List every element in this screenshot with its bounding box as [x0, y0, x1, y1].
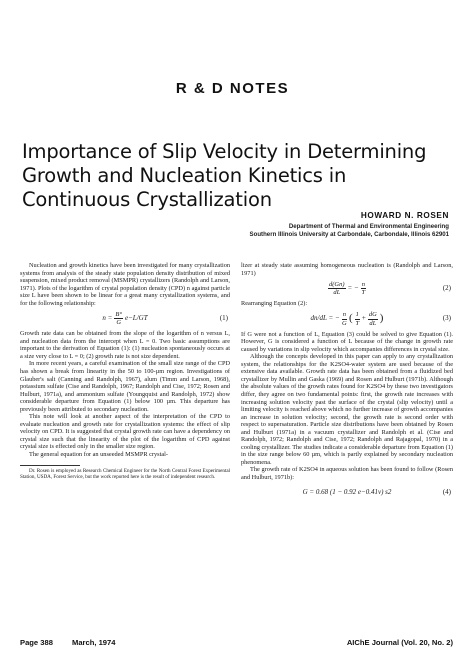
eq3-inner2-denominator: dL [369, 319, 377, 327]
equation-2 [241, 280, 453, 297]
eq3-inner-fraction-2 [368, 311, 378, 327]
eq2-denominator-2: T [361, 289, 366, 297]
journal-citation: AIChE Journal (Vol. 20, No. 2) [346, 638, 453, 647]
paragraph: If G were not a function of L, Equation (3) could be solved to give Equation (1). However, G is considered a function of L because of the change in growth rate caused by variations in slip velocity which accompanies differences in crystal size. [241, 330, 453, 353]
paragraph: Rearranging Equation (2): [241, 300, 308, 308]
issue-date: March, 1974 [72, 638, 116, 647]
paragraph: This note will look at another aspect of the interpretation of the CPD to evaluate nucleation and growth rate for crystallization systems: the effect of slip velocity on CPD. It is suggested that crystal growth rate can have a dependency on crystal size such that the linearity of the plot of the logarithm of CPD against crystal size is effected only in the smaller size region. [20, 413, 230, 451]
eq2-numerator-2: n [361, 280, 365, 288]
eq1-denominator: G [116, 319, 122, 327]
eq2-fraction-right [361, 281, 366, 297]
eq1-fraction [114, 311, 123, 327]
eq3-inner1-numerator: 1 [355, 311, 359, 319]
section-heading: R & D NOTES [175, 80, 290, 97]
equation-4 [241, 485, 453, 502]
eq3-number: (3) [442, 314, 451, 323]
title-line-1: Importance of Slip Velocity in Determining [22, 140, 427, 163]
author-affiliation [250, 223, 449, 239]
eq3-denominator: G [341, 319, 347, 327]
eq1-numerator: B° [115, 310, 122, 318]
paragraph: In more recent years, a careful examination of the small size range of the CPD has shown a break from linearity in the 50 to 100-µm region. Investigations of Glauber's salt (Canning and Randolph, 1967), alum (Timm and Larson, 1968), potassium sulfate (Cise and Randolph, 1967; Randolph and Cise, 1972; Rosen and Hulburt, 1971a), and ammonium sulfate (Youngquist and Randolph, 1972) show considerable departure from Equation (1) below 100 µm. This departure has previously been attributed to secondary nucleation. [20, 360, 230, 413]
title-line-3: Continuous Crystallization [22, 188, 272, 211]
eq3-numerator: n [342, 311, 346, 319]
article-title [22, 140, 452, 212]
equation-1 [20, 310, 230, 327]
eq3-fraction [342, 311, 347, 327]
eq1-exponential: e−L/GT [124, 314, 148, 322]
eq2-fraction-left [328, 281, 346, 297]
footnote: Dr. Rosen is employed as Research Chemical Engineer for the North Central Forest Experimental Station, USDA, Forest Service, but the work reported here is the result of independent research. [20, 467, 230, 480]
eq2-denominator: dL [333, 289, 341, 297]
eq1-number: (1) [219, 314, 228, 322]
eq2-number: (2) [442, 283, 451, 292]
paragraph: The general equation for an unseeded MSMPR crystal- [29, 451, 169, 459]
footnote-divider [20, 465, 80, 466]
affiliation-line-1: Department of Thermal and Environmental Engineering [288, 223, 449, 230]
affiliation-line-2: Southern Illinois University at Carbondale, Carbondale, Illinois 62901 [249, 231, 449, 238]
eq1-lhs: n = [102, 314, 113, 322]
equation-3: dn/dL = − $\frac{n}{G}$ ( $\frac{1}{T}$ + $\frac{dG}{dL}$ ) (3) [310, 311, 451, 327]
paragraph: The growth rate of K2SO4 in aqueous solution has been found to follow (Rosen and Hulburt, 1971b): [241, 466, 453, 482]
title-line-2: Growth and Nucleation Kinetics in [22, 164, 347, 187]
eq2-numerator: d(Gn) [329, 280, 345, 288]
page-number: Page 388 [20, 638, 53, 647]
eq4-body: G = 0.68 (1 − 0.92 e−0.41v) s2 [302, 488, 392, 497]
paragraph: Growth rate data can be obtained from the slope of the logarithm of n versus L, and nucleation data from the intercept when L = 0. Two basic assumptions are important to the derivation of Equation (1): (1) nucleation spontaneously occurs at a size very close to L = 0; (2) growth rate is not size dependent. [20, 330, 230, 360]
paragraph: lizer at steady state assuming homogeneous nucleation is (Randolph and Larson, 1971) [241, 262, 453, 277]
eq3-inner-fraction-1 [355, 311, 360, 327]
left-column [20, 262, 230, 480]
eq3-lhs: dn/dL = − [310, 314, 340, 323]
eq2-operator: = − [347, 283, 359, 292]
paragraph: Although the concepts developed in this paper can apply to any crystallization system, the relationships for the K2SO4-water system are used because of the extensive data available. Growth rate data has been obtained from a fluidized bed crystallizer by Mullin and Gaska (1969) and Rosen and Hulburt (1971b). Although the absolute values of the growth rates found for K2SO4 by these two investigators differ, they agree on two fundamental points: first, the growth rate increases with increasing solution velocity past the surface of the crystal (slip velocity) until a limiting velocity is reached above which no further increase of growth accompanies an increase in solution velocity; second, the growth rate is second order with respect to supersaturation. Particle size distributions have been obtained by Rosen and Hulburt (1971a) in a vacuum crystallizer and Randolph et al. (Cise and Randolph, 1972; Randolph and Cise, 1972; Randolph and Rajagopal, 1970) in a cooling crystallizer. The studies indicate a considerable departure from Equation (1) in the size range below 60 µm, which is partly explained by secondary nucleation phenomena. [241, 353, 453, 466]
paragraph: Nucleation and growth kinetics have been investigated for many crystallization systems from analysis of the steady state population density distribution of mixed suspension, mixed product removal (MSMPR) crystallizers (Randolph and Larson, 1971). Plots of the logarithm of crystal population density (CPD) n against particle size L have been shown to be linear for a great many crystallization systems, and for the following relationship: [20, 262, 230, 307]
right-column [241, 262, 453, 505]
eq3-inner1-denominator: T [355, 319, 360, 327]
eq4-number: (4) [442, 488, 451, 497]
eq3-inner2-numerator: dG [368, 311, 377, 319]
author-name: HOWARD N. ROSEN [360, 211, 449, 220]
